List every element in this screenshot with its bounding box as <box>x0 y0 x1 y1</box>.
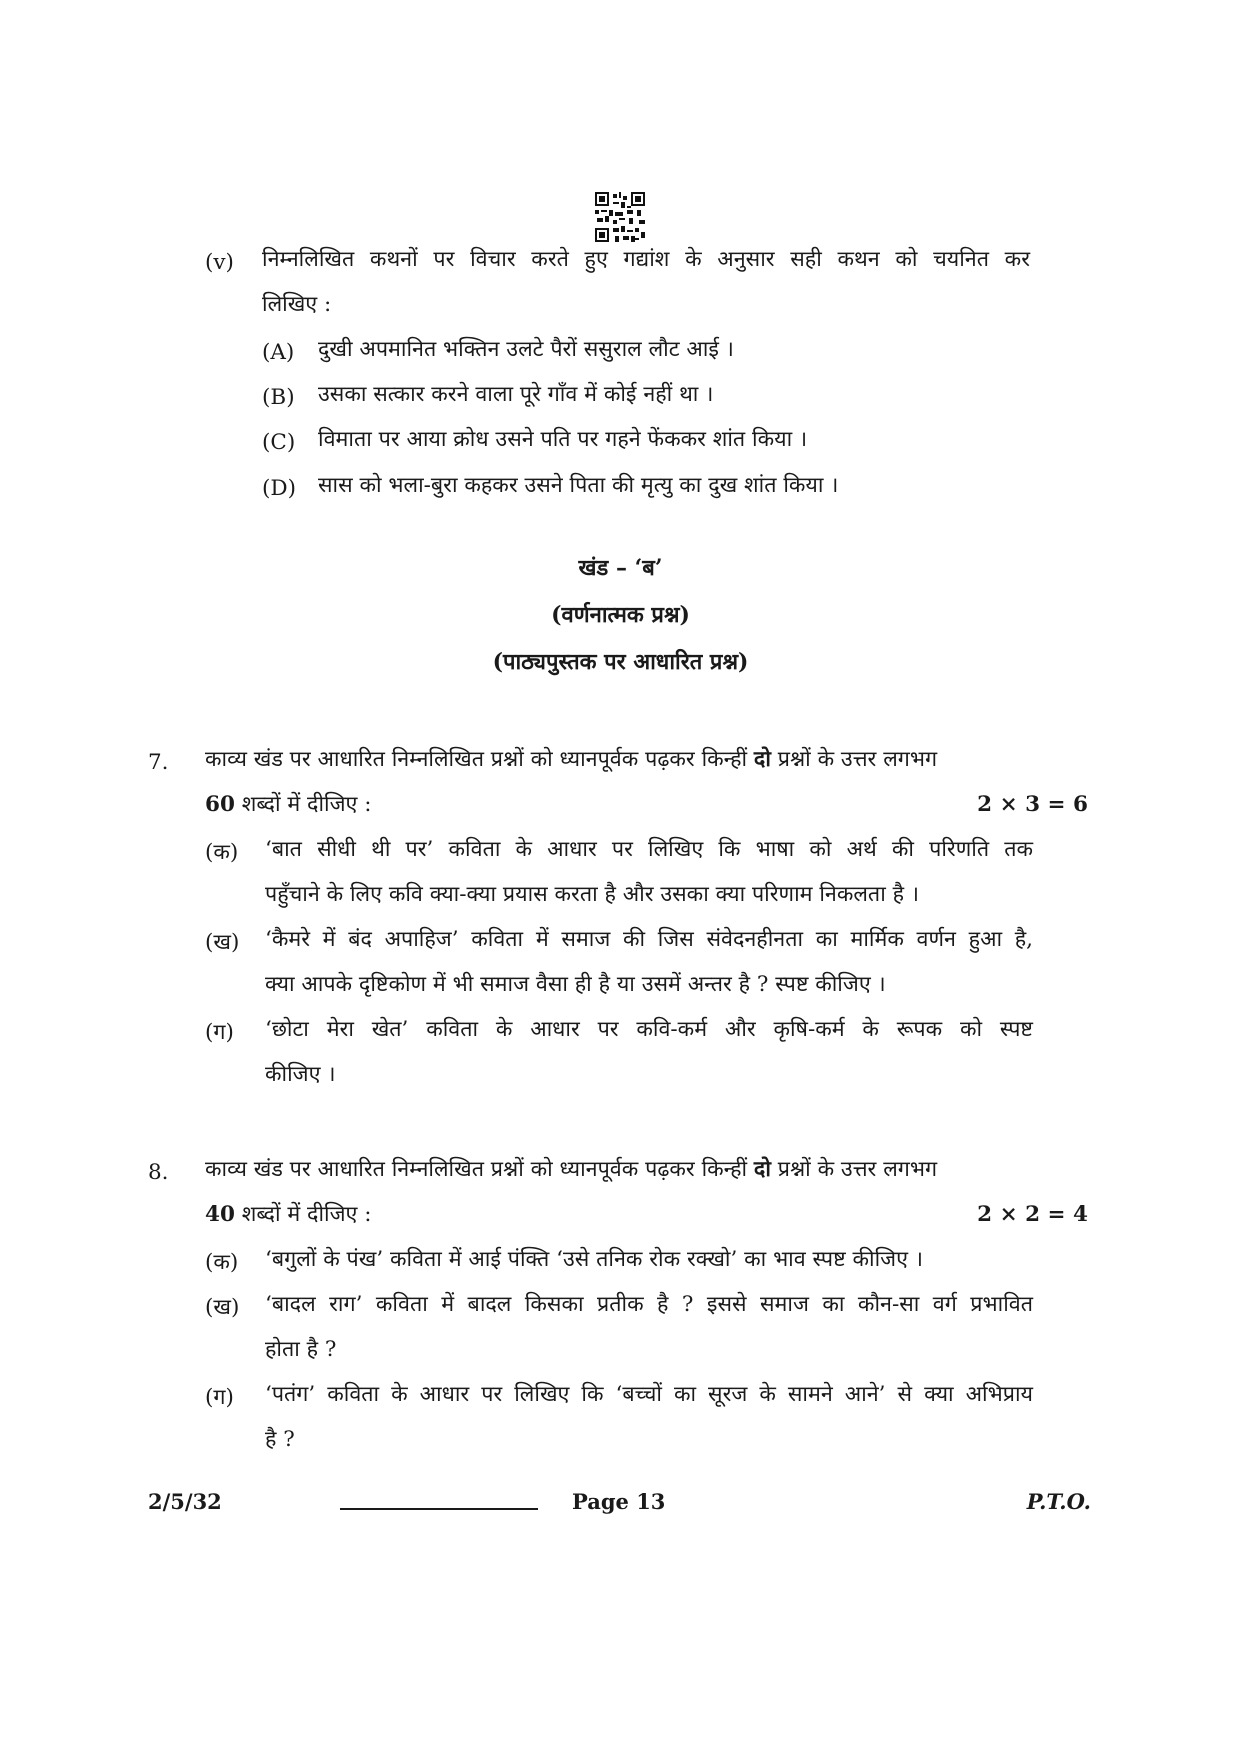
question-number: 7. <box>148 750 169 775</box>
part-text-line: ‘बात सीधी थी पर’ कविता के आधार पर लिखिए कि भाषा को अर्थ की परिणति तक <box>265 837 1033 862</box>
question-stem-line: निम्नलिखित कथनों पर विचार करते हुए गद्यांश के अनुसार सही कथन को चयनित कर <box>262 247 1030 272</box>
marks: 2 × 3 = 6 <box>977 792 1088 817</box>
option-text: उसका सत्कार करने वाला पूरे गाँव में कोई नहीं था । <box>318 382 714 407</box>
part-label: (ग) <box>205 1385 234 1410</box>
part-text-line: है ? <box>265 1427 295 1452</box>
part-label: (क) <box>205 840 239 865</box>
option-text: विमाता पर आया क्रोध उसने पति पर गहने फेंककर शांत किया । <box>318 427 808 452</box>
question-word-limit: 40 शब्दों में दीजिए : <box>205 1202 372 1227</box>
option-text: सास को भला-बुरा कहकर उसने पिता की मृत्यु का दुख शांत किया । <box>318 473 839 498</box>
page-number: Page 13 <box>572 1489 666 1514</box>
question-stem-line: लिखिए : <box>262 292 332 317</box>
option-label: (D) <box>262 476 297 501</box>
part-text-line: पहुँचाने के लिए कवि क्या-क्या प्रयास करता है और उसका क्या परिणाम निकलता है । <box>265 882 919 907</box>
part-text-line: ‘कैमरे में बंद अपाहिज’ कविता में समाज की जिस संवेदनहीनता का मार्मिक वर्णन हुआ है, <box>265 927 1033 952</box>
part-label: (क) <box>205 1250 239 1275</box>
option-label: (B) <box>262 385 295 410</box>
part-text-line: क्या आपके दृष्टिकोण में भी समाज वैसा ही है या उसमें अन्तर है ? स्पष्ट कीजिए । <box>265 972 886 997</box>
question-word-limit: 60 शब्दों में दीजिए : <box>205 792 372 817</box>
part-label: (ख) <box>205 930 240 955</box>
option-text: दुखी अपमानित भक्तिन उलटे पैरों ससुराल लौट आई । <box>318 337 734 362</box>
part-text-line: होता है ? <box>265 1337 337 1362</box>
part-text-line: ‘छोटा मेरा खेत’ कविता के आधार पर कवि-कर्म और कृषि-कर्म के रूपक को स्पष्ट <box>265 1017 1033 1042</box>
option-label: (A) <box>262 340 295 365</box>
section-subtitle: (वर्णनात्मक प्रश्न) <box>551 602 690 628</box>
part-label: (ग) <box>205 1020 234 1045</box>
section-subtitle: (पाठ्यपुस्तक पर आधारित प्रश्न) <box>492 649 749 675</box>
section-title: खंड – ‘ब’ <box>578 555 663 581</box>
option-label: (C) <box>262 430 296 455</box>
question-stem: काव्य खंड पर आधारित निम्नलिखित प्रश्नों को ध्यानपूर्वक पढ़कर किन्हीं दो प्रश्नों के उत्तर लगभग <box>205 747 938 772</box>
part-text-line: ‘बगुलों के पंख’ कविता में आई पंक्ति ‘उसे तनिक रोक रक्खो’ का भाव स्पष्ट कीजिए । <box>265 1247 923 1272</box>
question-number: (v) <box>205 250 234 275</box>
footer-rule <box>340 1508 538 1510</box>
part-text-line: ‘पतंग’ कविता के आधार पर लिखिए कि ‘बच्चों का सूरज के सामने आने’ से क्या अभिप्राय <box>265 1382 1033 1407</box>
marks: 2 × 2 = 4 <box>977 1202 1088 1227</box>
part-text-line: ‘बादल राग’ कविता में बादल किसका प्रतीक है ? इससे समाज का कौन-सा वर्ग प्रभावित <box>265 1292 1033 1317</box>
qr-code-icon <box>595 192 645 242</box>
question-stem: काव्य खंड पर आधारित निम्नलिखित प्रश्नों को ध्यानपूर्वक पढ़कर किन्हीं दो प्रश्नों के उत्तर लगभग <box>205 1157 938 1182</box>
question-number: 8. <box>148 1160 169 1185</box>
part-text-line: कीजिए । <box>265 1062 336 1087</box>
pto-label: P.T.O. <box>1026 1489 1091 1514</box>
part-label: (ख) <box>205 1295 240 1320</box>
paper-code: 2/5/32 <box>148 1489 222 1514</box>
